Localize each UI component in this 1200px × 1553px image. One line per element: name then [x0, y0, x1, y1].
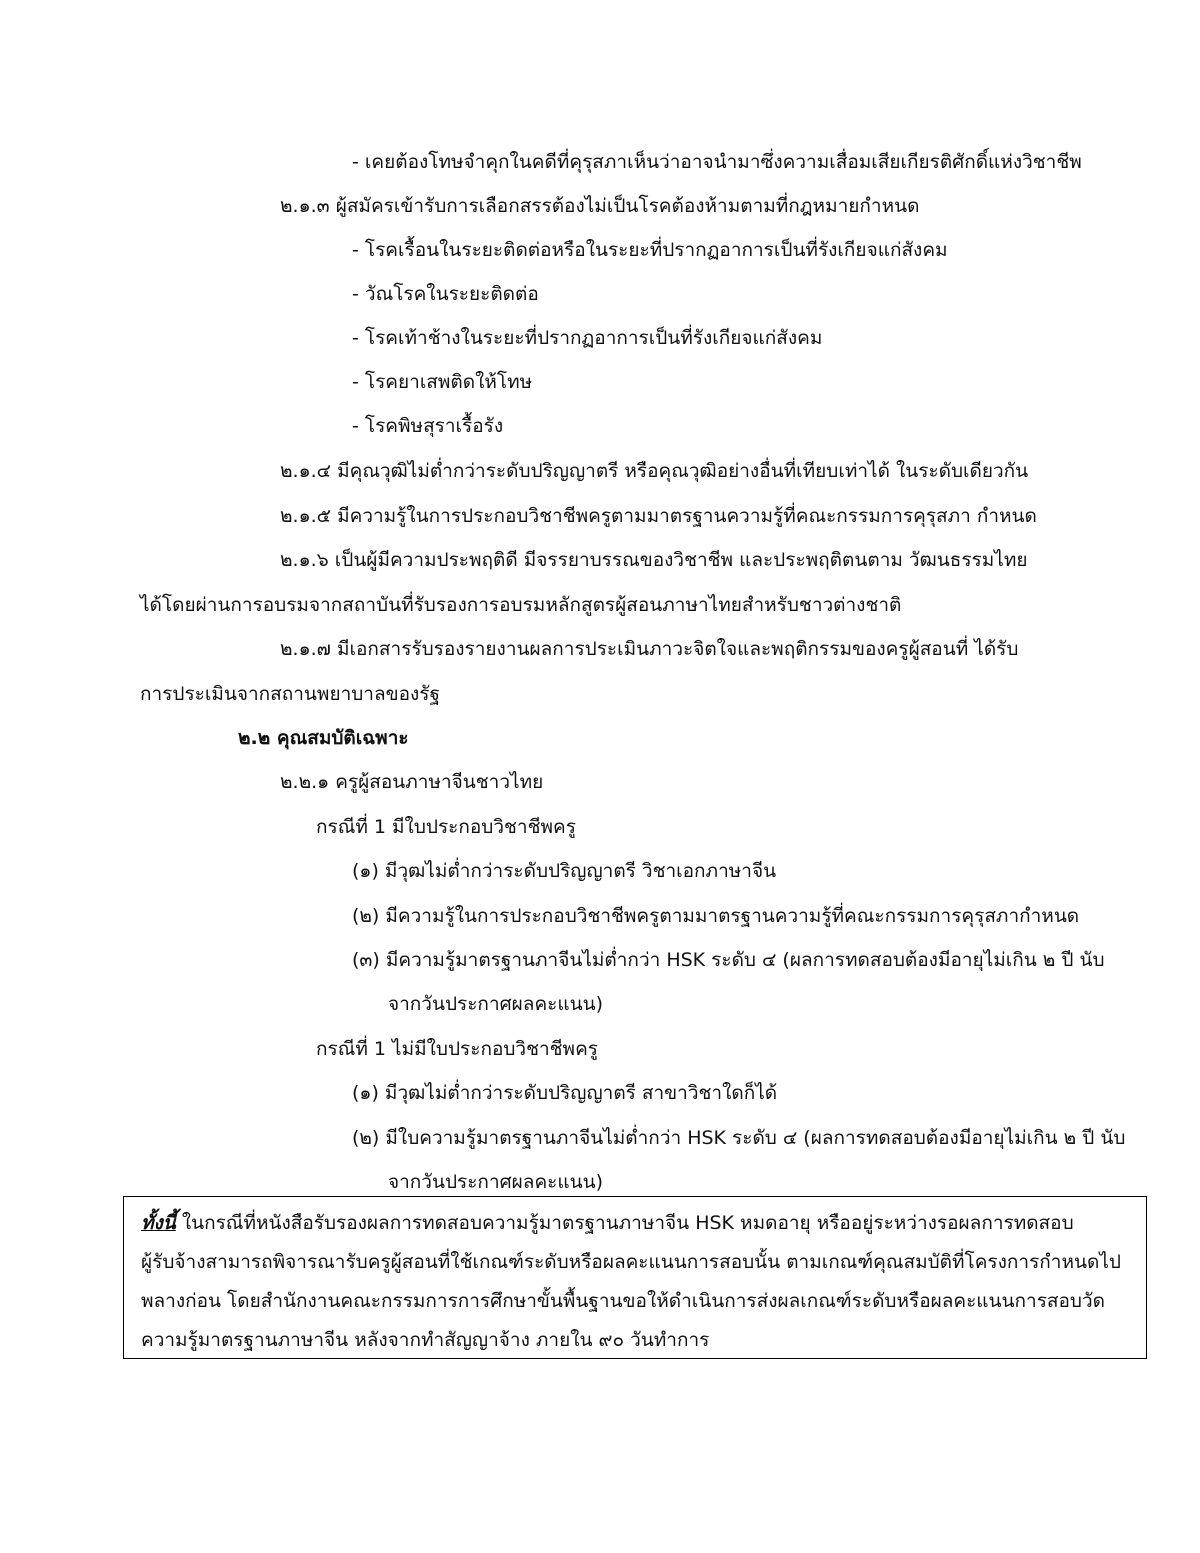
- note-lead: ทั้งนี้: [141, 1212, 176, 1234]
- note-line: ความรู้มาตรฐานภาษาจีน หลังจากทำสัญญาจ้าง ภายใน ๙๐ วันทำการ: [141, 1329, 710, 1351]
- text-line: กรณีที่ 1 มีใบประกอบวิชาชีพครู: [316, 816, 576, 838]
- text-line: ๒.๑.๔ มีคุณวุฒิไม่ต่ำกว่าระดับปริญญาตรี หรือคุณวุฒิอย่างอื่นที่เทียบเท่าได้ ในระดับเดียวกัน: [280, 460, 1029, 482]
- text-line: ๒.๑.๕ มีความรู้ในการประกอบวิชาชีพครูตามมาตรฐานความรู้ที่คณะกรรมการคุรุสภา กำหนด: [280, 505, 1037, 527]
- text-line: (๒) มีใบความรู้มาตรฐานภาจีนไม่ต่ำกว่า HSK ระดับ ๔ (ผลการทดสอบต้องมีอายุไม่เกิน ๒ ปี นับ: [352, 1127, 1126, 1149]
- section-heading: ๒.๒ คุณสมบัติเฉพาะ: [238, 727, 409, 749]
- text-line: ๒.๑.๗ มีเอกสารรับรองรายงานผลการประเมินภาวะจิตใจและพฤติกรรมของครูผู้สอนที่ ได้รับ: [280, 638, 1019, 660]
- note-box: [123, 1196, 1147, 1359]
- text-line: - โรคยาเสพติดให้โทษ: [352, 371, 533, 393]
- note-line: [141, 1210, 1074, 1236]
- text-line: (๓) มีความรู้มาตรฐานภาจีนไม่ต่ำกว่า HSK ระดับ ๔ (ผลการทดสอบต้องมีอายุไม่เกิน ๒ ปี นับ: [352, 949, 1105, 971]
- text-line: ได้โดยผ่านการอบรมจากสถาบันที่รับรองการอบรมหลักสูตรผู้สอนภาษาไทยสำหรับชาวต่างชาติ: [140, 594, 902, 616]
- text-line: ๒.๑.๓ ผู้สมัครเข้ารับการเลือกสรรต้องไม่เป็นโรคต้องห้ามตามที่กฎหมายกำหนด: [280, 195, 920, 217]
- note-line: ผู้รับจ้างสามารถพิจารณารับครูผู้สอนที่ใช้เกณฑ์ระดับหรือผลคะแนนการสอบนั้น ตามเกณฑ์คุณสมบัติที่โครงการกำหนดไป: [141, 1251, 1121, 1273]
- note-line: พลางก่อน โดยสำนักงานคณะกรรมการการศึกษาขั้นพื้นฐานขอให้ดำเนินการส่งผลเกณฑ์ระดับหรือผลคะแนนการสอบวัด: [141, 1290, 1105, 1312]
- text-line: - โรคเรื้อนในระยะติดต่อหรือในระยะที่ปรากฏอาการเป็นที่รังเกียจแก่สังคม: [352, 239, 948, 261]
- text-line: (๑) มีวุฒไม่ต่ำกว่าระดับปริญญาตรี วิชาเอกภาษาจีน: [352, 860, 777, 882]
- note-text: ในกรณีที่หนังสือรับรองผลการทดสอบความรู้มาตรฐานภาษาจีน HSK หมดอายุ หรืออยู่ระหว่างรอผลการทดสอบ: [175, 1212, 1074, 1234]
- text-line: (๒) มีความรู้ในการประกอบวิชาชีพครูตามมาตรฐานความรู้ที่คณะกรรมการคุรุสภากำหนด: [352, 905, 1080, 927]
- text-line: - วัณโรคในระยะติดต่อ: [352, 283, 539, 305]
- text-line: - เคยต้องโทษจำคุกในคดีที่คุรุสภาเห็นว่าอาจนำมาซึ่งความเสื่อมเสียเกียรติศักดิ์แห่งวิชาชีพ: [352, 151, 1082, 173]
- text-line: จากวันประกาศผลคะแนน): [388, 993, 603, 1015]
- text-line: ๒.๒.๑ ครูผู้สอนภาษาจีนชาวไทย: [280, 771, 544, 793]
- text-line: จากวันประกาศผลคะแนน): [388, 1171, 603, 1193]
- text-line: ๒.๑.๖ เป็นผู้มีความประพฤติดี มีจรรยาบรรณของวิชาชีพ และประพฤติตนตาม วัฒนธรรมไทย: [280, 549, 1028, 571]
- text-line: การประเมินจากสถานพยาบาลของรัฐ: [140, 683, 440, 705]
- text-line: (๑) มีวุฒไม่ต่ำกว่าระดับปริญญาตรี สาขาวิชาใดก็ได้: [352, 1082, 778, 1104]
- text-line: - โรคเท้าช้างในระยะที่ปรากฏอาการเป็นที่รังเกียจแก่สังคม: [352, 327, 823, 349]
- text-line: กรณีที่ 1 ไม่มีใบประกอบวิชาชีพครู: [316, 1038, 598, 1060]
- text-line: - โรคพิษสุราเรื้อรัง: [352, 415, 504, 437]
